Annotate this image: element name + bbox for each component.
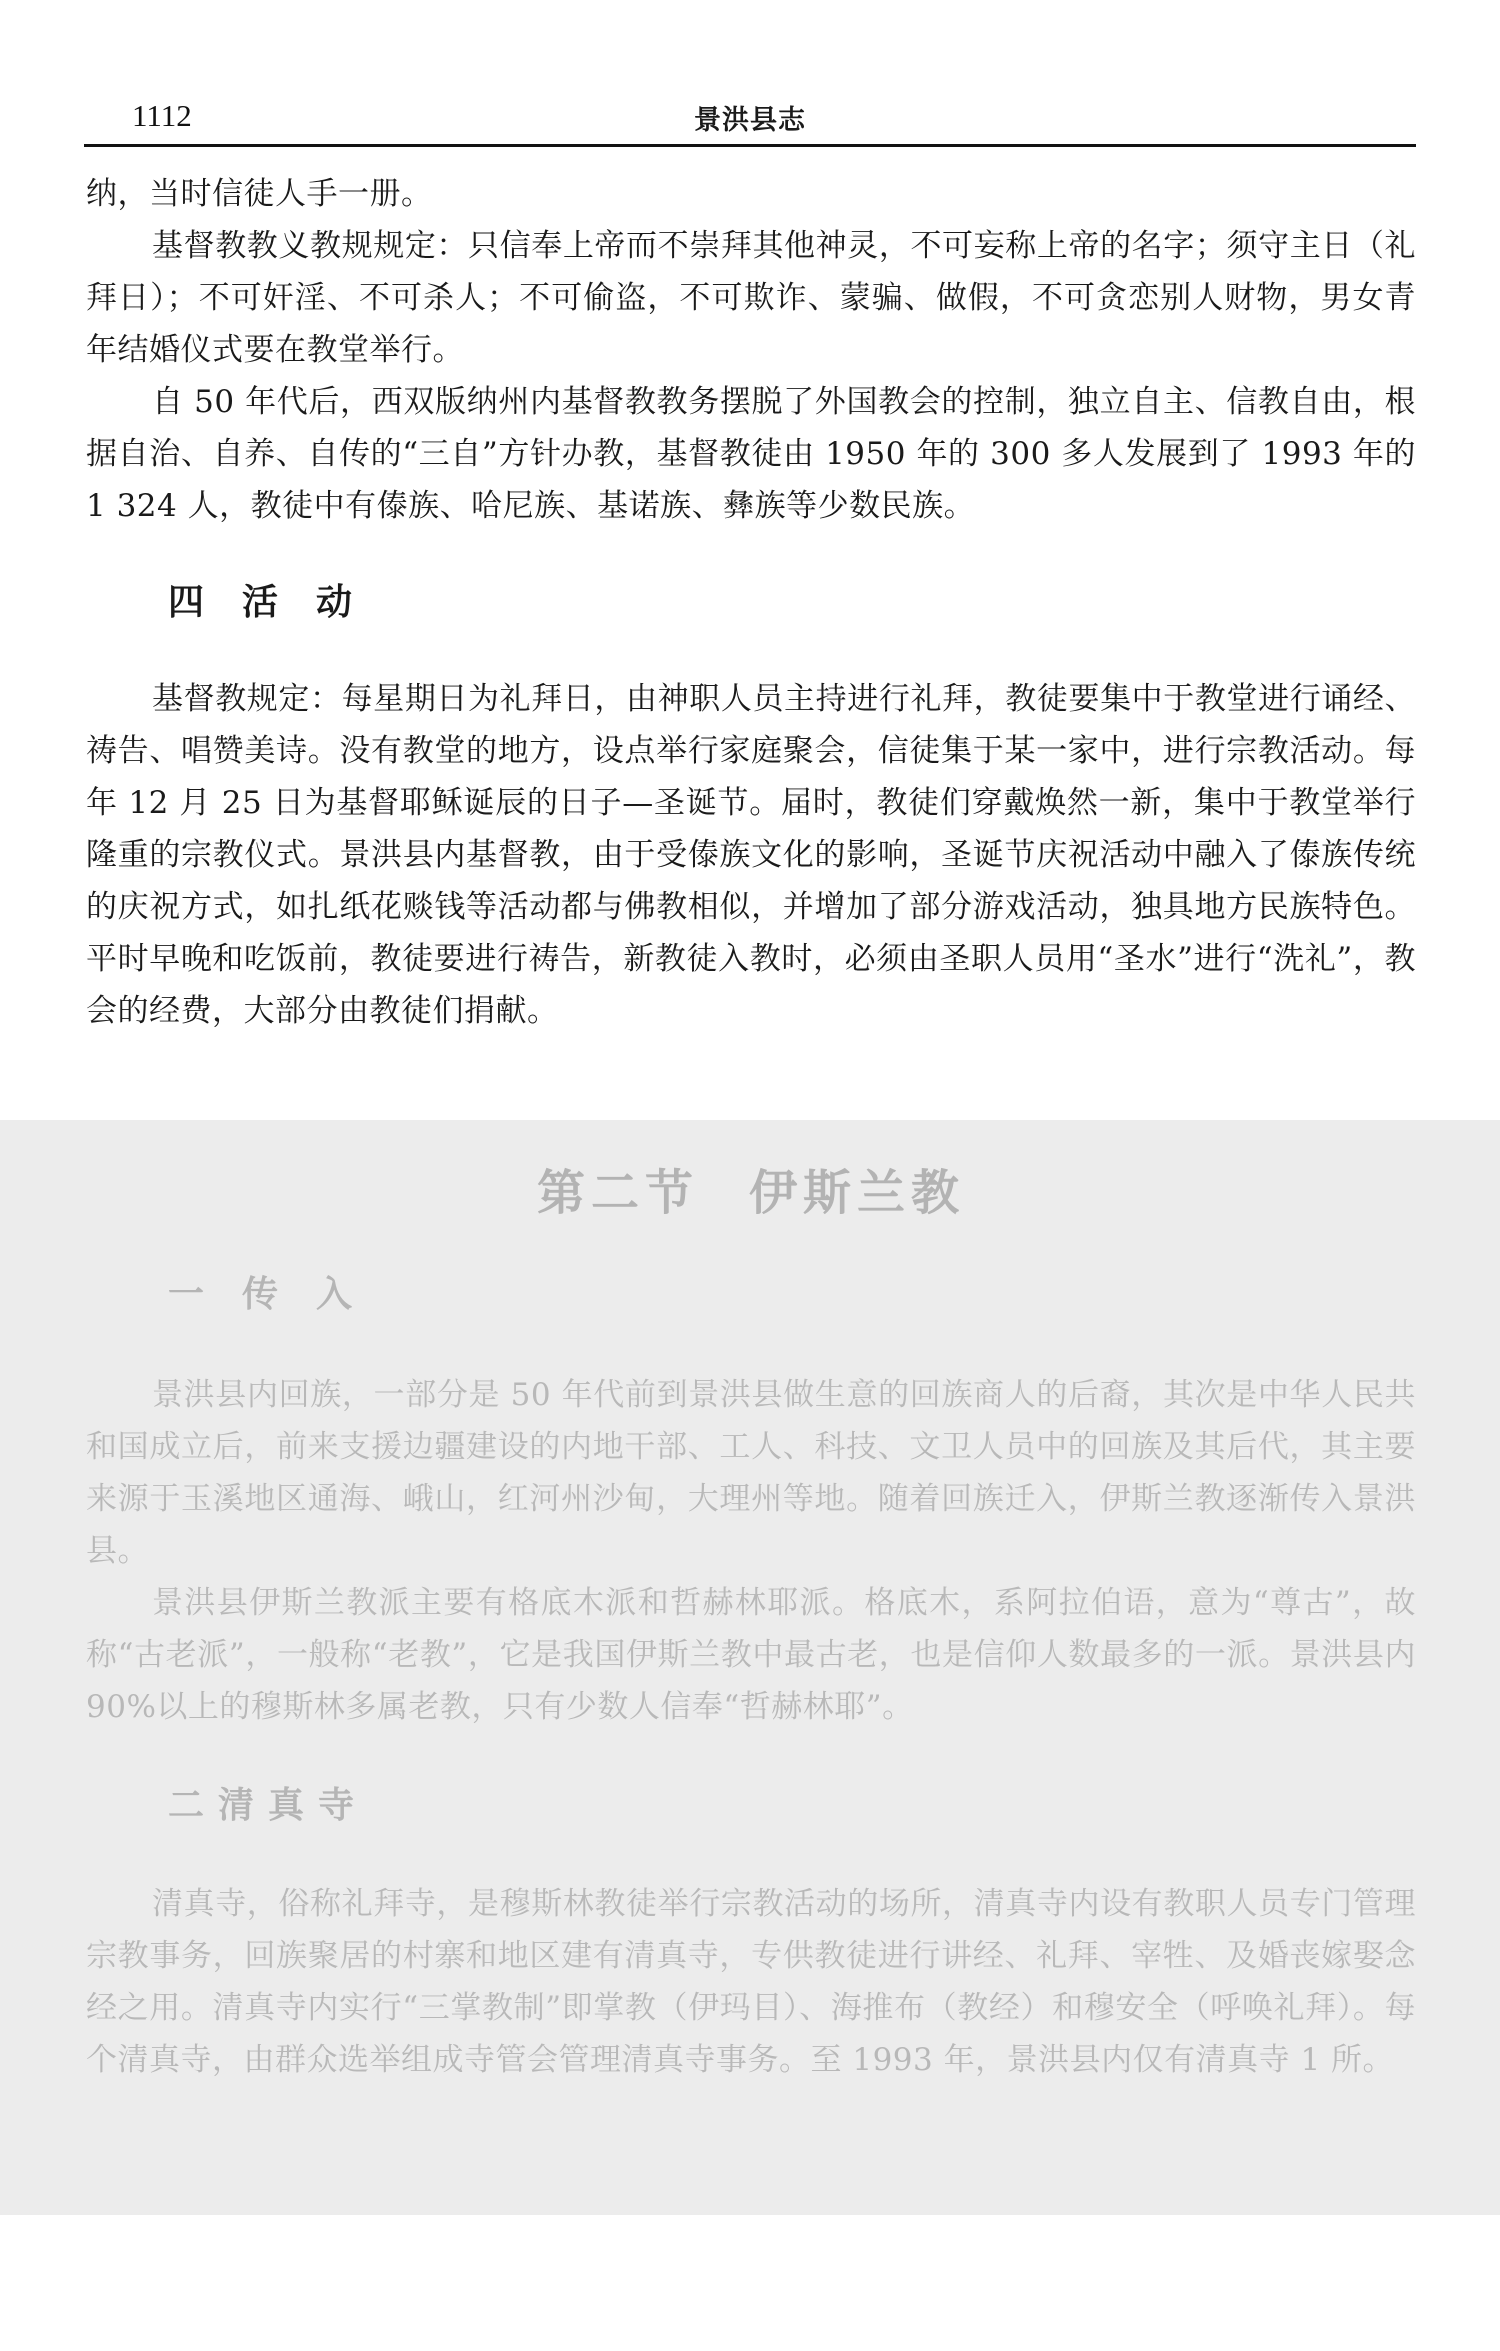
- header-rule: [84, 144, 1416, 147]
- running-title: 景洪县志: [694, 105, 806, 136]
- page-header: [84, 92, 1416, 144]
- paragraph: 自 50 年代后，西双版纳州内基督教教务摆脱了外国教会的控制，独立自主、信教自由，根据自治、自养、自传的“三自”方针办教，基督教徒由 1950 年的 300 多人发展到了 1993 年的 1 324 人，教徒中有傣族、哈尼族、基诺族、彝族等少数民族。: [86, 384, 1416, 524]
- paragraph: 基督教规定：每星期日为礼拜日，由神职人员主持进行礼拜，教徒要集中于教堂进行诵经、祷告、唱赞美诗。没有教堂的地方，设点举行家庭聚会，信徒集于某一家中，进行宗教活动。每年 12 月 25 日为基督耶稣诞辰的日子—圣诞节。届时，教徒们穿戴焕然一新，集中于教堂举行隆重的宗教仪式。景洪县内基督教，由于受傣族文化的影响，圣诞节庆祝活动中融入了傣族传统的庆祝方式，如扎纸花赕钱等活动都与佛教相似，并增加了部分游戏活动，独具地方民族特色。平时早晚和吃饭前，教徒要进行祷告，新教徒入教时，必须由圣职人员用“圣水”进行“洗礼”，教会的经费，大部分由教徒们捐献。: [86, 681, 1416, 1029]
- subsection-heading: 二清真寺: [168, 1784, 369, 1826]
- section-number: 第二节: [536, 1165, 699, 1221]
- paragraph: 纳，当时信徒人手一册。: [86, 176, 433, 212]
- subsection-heading: 一传入: [168, 1273, 391, 1315]
- section-name: 伊斯兰教: [749, 1165, 966, 1221]
- paragraph: 景洪县内回族，一部分是 50 年代前到景洪县做生意的回族商人的后裔，其次是中华人民共和国成立后，前来支援边疆建设的内地干部、工人、科技、文卫人员中的回族及其后代，其主要来源于玉溪地区通海、峨山，红河州沙甸，大理州等地。随着回族迁入，伊斯兰教逐渐传入景洪县。: [86, 1377, 1416, 1569]
- paragraph: 景洪县伊斯兰教派主要有格底木派和哲赫林耶派。格底木，系阿拉伯语，意为“尊古”，故称“古老派”，一般称“老教”，它是我国伊斯兰教中最古老，也是信仰人数最多的一派。景洪县内 90%以上的穆斯林多属老教，只有少数人信奉“哲赫林耶”。: [86, 1585, 1416, 1725]
- faded-section: [0, 1120, 1500, 2215]
- subsection-heading: 四活动: [168, 581, 391, 623]
- paragraph: 清真寺，俗称礼拜寺，是穆斯林教徒举行宗教活动的场所，清真寺内设有教职人员专门管理宗教事务，回族聚居的村寨和地区建有清真寺，专供教徒进行讲经、礼拜、宰牲、及婚丧嫁娶念经之用。清真寺内实行“三掌教制”即掌教（伊玛目）、海推布（教经）和穆安全（呼唤礼拜）。每个清真寺，由群众选举组成寺管会管理清真寺事务。至 1993 年，景洪县内仅有清真寺 1 所。: [86, 1886, 1416, 2078]
- paragraph: 基督教教义教规规定：只信奉上帝而不崇拜其他神灵，不可妄称上帝的名字；须守主日（礼拜日）；不可奸淫、不可杀人；不可偷盗，不可欺诈、蒙骗、做假，不可贪恋别人财物，男女青年结婚仪式要在教堂举行。: [86, 228, 1416, 368]
- section-title: [86, 1154, 1416, 1223]
- page-number: 1112: [132, 98, 192, 133]
- main-content: [86, 168, 1416, 1037]
